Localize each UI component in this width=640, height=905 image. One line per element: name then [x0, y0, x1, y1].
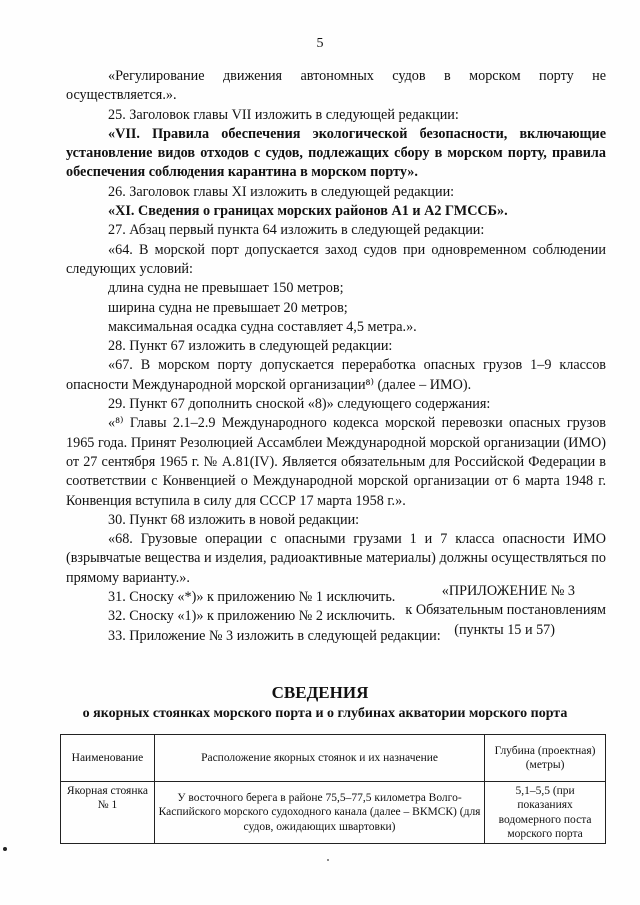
paragraph: 31. Сноску «*)» к приложению № 1 исключить.	[108, 589, 396, 606]
header-location: Расположение якорных стоянок и их назначение	[154, 735, 484, 782]
appendix-points: (пункты 15 и 57)	[454, 621, 555, 638]
cell-depth: 5,1–5,5 (при показаниях водомерного поста морского порта	[485, 782, 606, 844]
paragraph: «68. Грузовые операции с опасными грузами 1 и 7 класса опасности ИМО (взрывчатые вещества и изделия, радиоактивные материалы) должны осуществляться по прямому варианту.».	[66, 531, 606, 586]
appendix-ref: к Обязательным постановлениям	[405, 602, 606, 619]
paragraph: 33. Приложение № 3 изложить в следующей редакции:	[108, 627, 441, 644]
document-body	[66, 67, 606, 646]
paragraph: 27. Абзац первый пункта 64 изложить в следующей редакции:	[108, 222, 485, 239]
appendix-header	[66, 582, 606, 640]
chapter-heading: «VII. Правила обеспечения экологической безопасности, включающие установление видов отходов с судов, подлежащих сбору в морском порту, правила обеспечения соблюдения карантина в морском порту».	[66, 125, 606, 181]
page-number: 5	[316, 36, 324, 51]
section-subtitle: о якорных стоянках морского порта и о глубинах акватории морского порта	[82, 706, 568, 721]
list-item: ширина судна не превышает 20 метров;	[108, 299, 348, 316]
header-depth: Глубина (проектная) (метры)	[485, 735, 606, 782]
paragraph: 25. Заголовок главы VII изложить в следующей редакции:	[108, 106, 459, 123]
table-header-row	[61, 735, 606, 782]
paragraph: 32. Сноску «1)» к приложению № 2 исключить.	[108, 608, 396, 625]
table-row	[61, 782, 606, 844]
paragraph: 26. Заголовок главы XI изложить в следующей редакции:	[108, 183, 455, 200]
paragraph: 28. Пункт 67 изложить в следующей редакции:	[108, 338, 393, 355]
scan-mark	[3, 847, 7, 851]
cell-location: У восточного берега в районе 75,5–77,5 километра Волго-Каспийского морского судоходного канала (далее – ВКМСК) (для судов, ожидающих швартовки)	[154, 782, 484, 844]
anchorage-table	[60, 734, 606, 844]
paragraph: «Регулирование движения автономных судов в морском порту не осуществляется.».	[66, 68, 606, 104]
header-name: Наименование	[61, 735, 155, 782]
appendix-title: «ПРИЛОЖЕНИЕ № 3	[441, 583, 575, 599]
paragraph: «64. В морской порт допускается заход судов при одновременном соблюдении следующих условий:	[66, 241, 606, 277]
section-title: СВЕДЕНИЯ	[271, 683, 369, 702]
paragraph: 30. Пункт 68 изложить в новой редакции:	[108, 511, 360, 528]
paragraph: 29. Пункт 67 дополнить сноской «8)» следующего содержания:	[108, 396, 491, 413]
chapter-heading: «XI. Сведения о границах морских районов А1 и А2 ГМССБ».	[108, 203, 508, 220]
list-item: максимальная осадка судна составляет 4,5 метра.».	[108, 318, 417, 335]
cell-name: Якорная стоянка № 1	[61, 782, 155, 844]
list-item: длина судна не превышает 150 метров;	[108, 280, 344, 297]
paragraph: «67. В морском порту допускается переработка опасных грузов 1–9 классов опасности Международной морской организации⁸⁾ (далее – ИМО).	[66, 357, 606, 393]
footnote-paragraph: «⁸⁾ Главы 2.1–2.9 Международного кодекса морской перевозки опасных грузов 1965 года. Принят Резолюцией Ассамблеи Международной морской организации (ИМО) от 27 сентября 1965 г. № А.81(IV). Является обязательным для Российской Федерации в соответствии с Конвенцией о Международной морской организации от 6 марта 1948 г. Конвенция вступила в силу для СССР 17 марта 1958 г.».	[66, 415, 606, 509]
scan-mark	[327, 859, 329, 861]
